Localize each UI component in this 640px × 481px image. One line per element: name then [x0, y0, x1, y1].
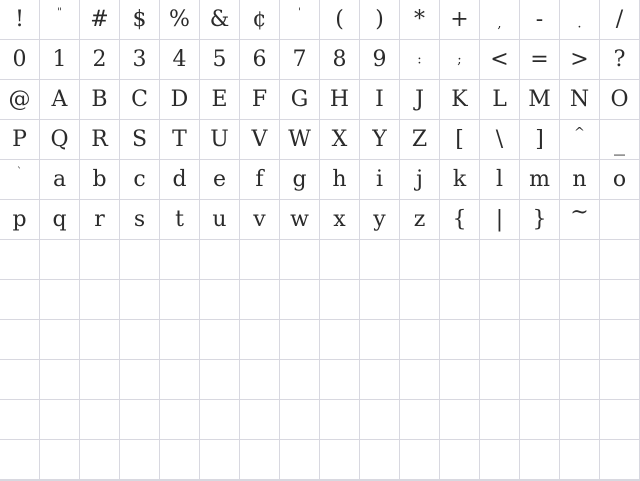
glyph-cell-empty[interactable] [560, 320, 600, 360]
glyph-char: 2 [92, 46, 107, 72]
glyph-cell-empty[interactable] [200, 320, 240, 360]
glyph-cell[interactable] [600, 40, 640, 80]
glyph-cell[interactable] [520, 160, 560, 200]
glyph-char: S [131, 126, 148, 152]
glyph-char: 7 [292, 46, 307, 72]
glyph-cell-empty[interactable] [440, 240, 480, 280]
glyph-cell[interactable] [360, 80, 400, 120]
glyph-cell-empty[interactable] [520, 360, 560, 400]
glyph-cell-empty[interactable] [160, 440, 200, 480]
glyph-cell-empty[interactable] [360, 320, 400, 360]
glyph-cell-empty[interactable] [400, 360, 440, 400]
glyph-cell[interactable] [40, 80, 80, 120]
glyph-cell-empty[interactable] [280, 280, 320, 320]
glyph-cell[interactable] [560, 0, 600, 40]
glyph-cell-empty[interactable] [320, 360, 360, 400]
glyph-char: l [495, 166, 504, 192]
glyph-cell[interactable] [240, 120, 280, 160]
glyph-cell-empty[interactable] [560, 240, 600, 280]
glyph-cell-empty[interactable] [40, 440, 80, 480]
glyph-cell[interactable] [200, 160, 240, 200]
glyph-char: $ [132, 6, 147, 32]
glyph-char: J [415, 86, 424, 112]
glyph-cell-empty[interactable] [440, 280, 480, 320]
glyph-cell[interactable] [160, 160, 200, 200]
glyph-cell[interactable] [320, 200, 360, 240]
glyph-cell-empty[interactable] [280, 400, 320, 440]
glyph-cell[interactable] [120, 120, 160, 160]
glyph-cell[interactable] [480, 160, 520, 200]
glyph-cell-empty[interactable] [480, 360, 520, 400]
glyph-cell-empty[interactable] [560, 440, 600, 480]
glyph-cell[interactable] [160, 80, 200, 120]
glyph-cell-empty[interactable] [360, 240, 400, 280]
glyph-char: | [495, 206, 504, 232]
glyph-cell[interactable] [120, 40, 160, 80]
glyph-cell[interactable] [400, 200, 440, 240]
glyph-cell[interactable] [360, 200, 400, 240]
glyph-char: < [490, 46, 509, 72]
glyph-char: , [497, 16, 502, 32]
glyph-char: g [292, 166, 307, 192]
glyph-char: V [251, 126, 268, 152]
glyph-cell[interactable] [200, 120, 240, 160]
glyph-char: s [133, 206, 146, 232]
glyph-char: P [12, 126, 27, 152]
glyph-char: ; [457, 52, 462, 67]
glyph-char: X [331, 126, 348, 152]
glyph-char: z [413, 206, 426, 232]
glyph-cell-empty[interactable] [40, 240, 80, 280]
glyph-cell[interactable] [240, 0, 280, 40]
glyph-char: w [290, 206, 309, 232]
glyph-cell[interactable] [560, 160, 600, 200]
glyph-cell-empty[interactable] [480, 320, 520, 360]
glyph-cell[interactable] [40, 40, 80, 80]
glyph-cell-empty[interactable] [80, 440, 120, 480]
glyph-cell[interactable] [320, 0, 360, 40]
glyph-char: ' [298, 7, 301, 19]
glyph-cell-empty[interactable] [120, 240, 160, 280]
glyph-cell-empty[interactable] [600, 320, 640, 360]
glyph-char: p [12, 206, 27, 232]
glyph-cell[interactable] [600, 0, 640, 40]
glyph-char: ) [375, 6, 384, 32]
glyph-cell[interactable] [320, 120, 360, 160]
glyph-cell[interactable] [200, 80, 240, 120]
glyph-char: @ [8, 86, 31, 112]
glyph-char: j [416, 166, 423, 192]
glyph-char: m [529, 166, 550, 192]
glyph-cell-empty[interactable] [120, 320, 160, 360]
glyph-cell[interactable] [320, 40, 360, 80]
glyph-cell-empty[interactable] [0, 400, 40, 440]
glyph-cell-empty[interactable] [440, 400, 480, 440]
glyph-char: G [290, 86, 309, 112]
glyph-cell[interactable] [0, 80, 40, 120]
glyph-cell[interactable] [560, 80, 600, 120]
glyph-char: y [373, 206, 386, 232]
glyph-cell[interactable] [80, 0, 120, 40]
glyph-char: - [535, 6, 544, 32]
glyph-cell-empty[interactable] [400, 440, 440, 480]
glyph-char: n [572, 166, 587, 192]
glyph-cell-empty[interactable] [440, 440, 480, 480]
glyph-cell[interactable] [200, 0, 240, 40]
glyph-cell[interactable] [160, 200, 200, 240]
glyph-cell[interactable] [440, 120, 480, 160]
glyph-char: c [133, 166, 146, 192]
glyph-char: 3 [132, 46, 147, 72]
glyph-cell-empty[interactable] [80, 400, 120, 440]
glyph-cell[interactable] [120, 0, 160, 40]
glyph-char: 4 [172, 46, 187, 72]
glyph-cell-empty[interactable] [400, 280, 440, 320]
glyph-char: K [451, 86, 468, 112]
glyph-cell-empty[interactable] [440, 320, 480, 360]
glyph-cell-empty[interactable] [120, 280, 160, 320]
glyph-cell-empty[interactable] [480, 240, 520, 280]
glyph-cell[interactable] [0, 120, 40, 160]
glyph-cell[interactable] [520, 120, 560, 160]
glyph-cell-empty[interactable] [200, 400, 240, 440]
glyph-char: 9 [372, 46, 387, 72]
glyph-char: D [170, 86, 189, 112]
glyph-char: M [528, 86, 551, 112]
glyph-cell-empty[interactable] [120, 440, 160, 480]
glyph-char: H [329, 86, 350, 112]
glyph-cell[interactable] [280, 120, 320, 160]
glyph-cell-empty[interactable] [360, 280, 400, 320]
glyph-cell[interactable] [200, 200, 240, 240]
glyph-char: x [333, 206, 346, 232]
glyph-cell[interactable] [280, 40, 320, 80]
glyph-cell-empty[interactable] [200, 360, 240, 400]
glyph-cell[interactable] [40, 160, 80, 200]
glyph-char: t [175, 206, 184, 232]
glyph-char: ¢ [252, 6, 267, 32]
glyph-char: A [51, 86, 68, 112]
glyph-char: Z [411, 126, 428, 152]
glyph-char: \ [495, 126, 504, 152]
glyph-char: ] [535, 126, 544, 152]
glyph-cell-empty[interactable] [600, 360, 640, 400]
glyph-char: " [57, 7, 62, 19]
glyph-char: a [52, 166, 67, 192]
glyph-cell-empty[interactable] [200, 440, 240, 480]
glyph-cell-empty[interactable] [0, 360, 40, 400]
glyph-cell-empty[interactable] [280, 440, 320, 480]
glyph-cell-empty[interactable] [200, 280, 240, 320]
glyph-cell[interactable] [360, 40, 400, 80]
glyph-char: Q [50, 126, 69, 152]
glyph-cell[interactable] [160, 40, 200, 80]
glyph-cell-empty[interactable] [280, 360, 320, 400]
glyph-cell[interactable] [320, 160, 360, 200]
glyph-char: C [131, 86, 148, 112]
glyph-cell-empty[interactable] [240, 240, 280, 280]
glyph-cell[interactable] [600, 160, 640, 200]
glyph-cell[interactable] [80, 160, 120, 200]
glyph-cell[interactable] [240, 80, 280, 120]
glyph-cell[interactable] [480, 80, 520, 120]
glyph-cell-empty[interactable] [240, 320, 280, 360]
glyph-cell-empty[interactable] [480, 440, 520, 480]
glyph-cell[interactable] [280, 80, 320, 120]
glyph-cell[interactable] [440, 40, 480, 80]
glyph-cell[interactable] [120, 160, 160, 200]
glyph-cell-empty[interactable] [240, 360, 280, 400]
glyph-char: O [610, 86, 629, 112]
glyph-cell-empty[interactable] [480, 400, 520, 440]
glyph-char: F [251, 86, 268, 112]
glyph-cell[interactable] [560, 120, 600, 160]
glyph-cell-empty[interactable] [120, 400, 160, 440]
glyph-cell-empty[interactable] [320, 400, 360, 440]
glyph-cell-empty[interactable] [360, 400, 400, 440]
glyph-cell[interactable] [200, 40, 240, 80]
glyph-cell[interactable] [400, 160, 440, 200]
glyph-char: ? [613, 46, 626, 72]
glyph-char: = [530, 46, 549, 72]
glyph-char: ( [335, 6, 344, 32]
glyph-cell[interactable] [440, 160, 480, 200]
glyph-cell-empty[interactable] [600, 400, 640, 440]
glyph-cell[interactable] [40, 200, 80, 240]
glyph-cell[interactable] [400, 120, 440, 160]
glyph-cell-empty[interactable] [160, 240, 200, 280]
glyph-char: ` [17, 167, 22, 179]
glyph-char: f [255, 166, 264, 192]
glyph-cell[interactable] [240, 200, 280, 240]
glyph-char: 1 [52, 46, 67, 72]
glyph-cell[interactable] [240, 40, 280, 80]
glyph-cell[interactable] [320, 80, 360, 120]
glyph-cell[interactable] [360, 120, 400, 160]
glyph-char: r [94, 206, 105, 232]
glyph-char: + [450, 6, 469, 32]
glyph-char: . [577, 16, 582, 32]
glyph-char: 6 [252, 46, 267, 72]
glyph-cell[interactable] [80, 40, 120, 80]
glyph-char: { [452, 206, 467, 232]
glyph-char: ! [15, 6, 24, 32]
glyph-cell-empty[interactable] [40, 320, 80, 360]
glyph-char: # [90, 6, 109, 32]
glyph-cell[interactable] [520, 40, 560, 80]
glyph-cell[interactable] [40, 120, 80, 160]
glyph-cell[interactable] [280, 0, 320, 40]
glyph-cell-empty[interactable] [520, 440, 560, 480]
glyph-cell[interactable] [520, 200, 560, 240]
glyph-cell[interactable] [520, 80, 560, 120]
glyph-cell-empty[interactable] [560, 360, 600, 400]
glyph-cell-empty[interactable] [360, 440, 400, 480]
glyph-cell-empty[interactable] [480, 280, 520, 320]
glyph-cell-empty[interactable] [160, 320, 200, 360]
glyph-cell[interactable] [0, 200, 40, 240]
glyph-char: E [211, 86, 228, 112]
glyph-char: 5 [212, 46, 227, 72]
glyph-char: 8 [332, 46, 347, 72]
glyph-cell-empty[interactable] [600, 440, 640, 480]
glyph-cell-empty[interactable] [40, 280, 80, 320]
glyph-char: o [612, 166, 627, 192]
glyph-cell[interactable] [80, 200, 120, 240]
glyph-cell[interactable] [440, 0, 480, 40]
glyph-char: } [532, 206, 547, 232]
glyph-cell-empty[interactable] [160, 400, 200, 440]
glyph-cell[interactable] [280, 160, 320, 200]
glyph-cell-empty[interactable] [360, 360, 400, 400]
glyph-cell-empty[interactable] [560, 280, 600, 320]
glyph-char: b [92, 166, 107, 192]
glyph-cell[interactable] [560, 200, 600, 240]
glyph-cell[interactable] [480, 120, 520, 160]
glyph-cell-empty[interactable] [80, 360, 120, 400]
glyph-cell-empty[interactable] [600, 240, 640, 280]
glyph-cell[interactable] [480, 0, 520, 40]
glyph-cell[interactable] [120, 80, 160, 120]
glyph-cell[interactable] [160, 0, 200, 40]
glyph-cell-empty[interactable] [280, 240, 320, 280]
glyph-char: [ [455, 126, 464, 152]
glyph-cell[interactable] [400, 40, 440, 80]
glyph-cell-empty[interactable] [0, 320, 40, 360]
glyph-char: k [452, 166, 467, 192]
glyph-cell-empty[interactable] [320, 280, 360, 320]
glyph-cell-empty[interactable] [160, 280, 200, 320]
glyph-cell-empty[interactable] [520, 320, 560, 360]
glyph-char: e [212, 166, 227, 192]
glyph-cell-empty[interactable] [520, 400, 560, 440]
glyph-cell-empty[interactable] [40, 360, 80, 400]
glyph-char: * [414, 6, 425, 32]
glyph-cell-empty[interactable] [600, 200, 640, 240]
glyph-cell-empty[interactable] [0, 440, 40, 480]
glyph-char: I [375, 86, 384, 112]
glyph-char: & [209, 6, 230, 32]
glyph-char: _ [614, 131, 625, 157]
glyph-cell[interactable] [480, 40, 520, 80]
glyph-char: / [615, 6, 624, 32]
glyph-char: R [91, 126, 108, 152]
glyph-cell-empty[interactable] [80, 240, 120, 280]
glyph-cell-empty[interactable] [240, 400, 280, 440]
glyph-cell[interactable] [40, 0, 80, 40]
glyph-cell-empty[interactable] [240, 440, 280, 480]
glyph-cell-empty[interactable] [0, 280, 40, 320]
glyph-cell[interactable] [0, 0, 40, 40]
glyph-char: U [210, 126, 229, 152]
glyph-cell-empty[interactable] [320, 240, 360, 280]
glyph-cell-empty[interactable] [520, 240, 560, 280]
glyph-cell-empty[interactable] [520, 280, 560, 320]
glyph-cell-empty[interactable] [320, 320, 360, 360]
glyph-cell-empty[interactable] [80, 320, 120, 360]
glyph-char: T [172, 126, 187, 152]
glyph-char: u [212, 206, 227, 232]
glyph-cell-empty[interactable] [40, 400, 80, 440]
glyph-cell[interactable] [160, 120, 200, 160]
glyph-cell[interactable] [560, 40, 600, 80]
glyph-char: : [417, 52, 422, 67]
glyph-cell[interactable] [80, 80, 120, 120]
glyph-cell[interactable] [400, 80, 440, 120]
glyph-cell[interactable] [0, 160, 40, 200]
glyph-cell[interactable] [280, 200, 320, 240]
glyph-cell[interactable] [440, 80, 480, 120]
glyph-cell[interactable] [440, 200, 480, 240]
glyph-cell-empty[interactable] [240, 280, 280, 320]
glyph-char: B [91, 86, 108, 112]
glyph-char: d [172, 166, 187, 192]
glyph-cell-empty[interactable] [200, 240, 240, 280]
glyph-cell[interactable] [240, 160, 280, 200]
glyph-cell[interactable] [520, 0, 560, 40]
glyph-cell-empty[interactable] [120, 360, 160, 400]
glyph-cell[interactable] [600, 120, 640, 160]
glyph-cell[interactable] [80, 120, 120, 160]
glyph-char: L [492, 86, 507, 112]
glyph-cell[interactable] [360, 0, 400, 40]
glyph-char: ^ [574, 125, 585, 141]
glyph-cell-empty[interactable] [600, 280, 640, 320]
glyph-cell-empty[interactable] [440, 360, 480, 400]
glyph-cell[interactable] [360, 160, 400, 200]
glyph-cell-empty[interactable] [320, 440, 360, 480]
glyph-cell-empty[interactable] [400, 400, 440, 440]
glyph-char: > [570, 46, 589, 72]
glyph-cell[interactable] [480, 200, 520, 240]
glyph-char: W [288, 126, 311, 152]
glyph-cell-empty[interactable] [280, 320, 320, 360]
glyph-cell-empty[interactable] [560, 400, 600, 440]
glyph-cell[interactable] [600, 80, 640, 120]
glyph-cell[interactable] [400, 0, 440, 40]
glyph-cell[interactable] [0, 40, 40, 80]
glyph-char: 0 [12, 46, 27, 72]
glyph-cell-empty[interactable] [160, 360, 200, 400]
glyph-char: ~ [570, 200, 589, 226]
glyph-char: N [569, 86, 590, 112]
glyph-cell-empty[interactable] [400, 320, 440, 360]
glyph-cell-empty[interactable] [80, 280, 120, 320]
glyph-char: i [375, 166, 384, 192]
glyph-char: v [253, 206, 266, 232]
glyph-cell[interactable] [120, 200, 160, 240]
glyph-char: % [169, 6, 190, 32]
glyph-char: h [332, 166, 347, 192]
glyph-cell-empty[interactable] [0, 240, 40, 280]
glyph-char: q [52, 206, 67, 232]
glyph-cell-empty[interactable] [400, 240, 440, 280]
glyph-char: Y [372, 126, 387, 152]
